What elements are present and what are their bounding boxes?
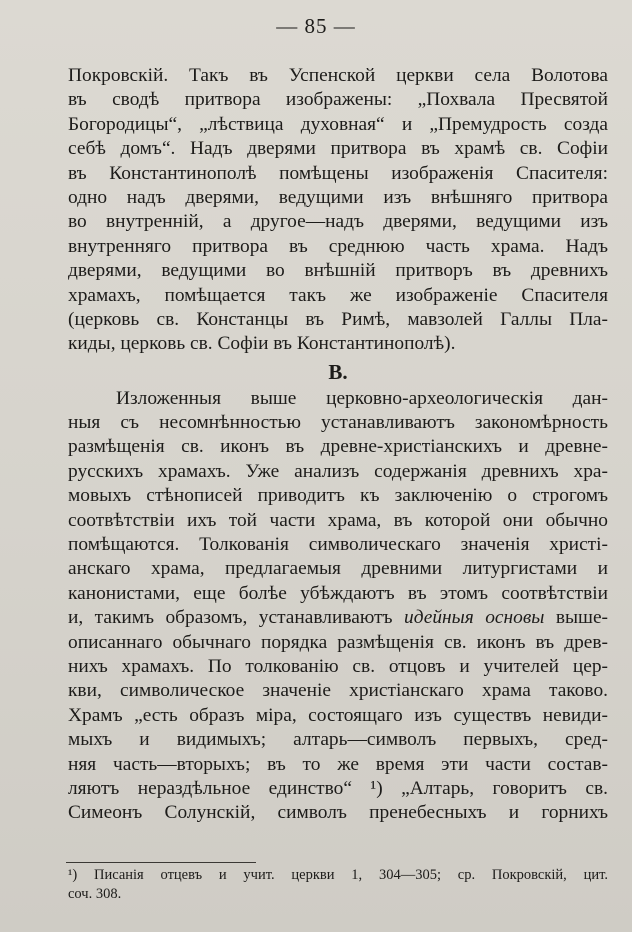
- text-segment: выше-: [544, 607, 609, 629]
- text-line: нихъ храмахъ. По толкованію св. отцовъ и учителей цер-: [68, 655, 608, 677]
- text-line: Симеонъ Солунскій, символъ пренебесныхъ и горнихъ: [68, 802, 608, 824]
- text-segment: и, такимъ образомъ, устанавливаютъ: [68, 607, 404, 629]
- text-line: ляютъ нераздѣльное единство“ ¹) „Алтарь, говоритъ св.: [68, 777, 608, 799]
- text-line: Изложенныя выше церковно-археологическія дан-: [116, 387, 608, 409]
- text-line: описаннаго обычнаго порядка размѣщенія св. иконъ въ древ-: [68, 631, 608, 653]
- text-line: кви, символическое значеніе христіанскаго храма таково.: [68, 680, 608, 702]
- footnote: [68, 866, 608, 904]
- page-number: — 85 —: [276, 14, 356, 38]
- text-line: храмахъ, помѣщается такъ же изображеніе Спасителя: [68, 284, 608, 306]
- text-line: себѣ домъ“. Надъ дверями притвора въ храмѣ св. Софіи: [68, 138, 608, 160]
- body-text: [68, 64, 608, 826]
- text-line: мовыхъ стѣнописей приводитъ къ заключенію о строгомъ: [68, 485, 608, 507]
- text-line: размѣщенія св. иконъ въ древне-христіанскихъ и древне-: [68, 436, 608, 458]
- text-line: внутренняго притвора въ среднюю часть храма. Надъ: [68, 235, 608, 257]
- emphasized-phrase: идейныя основы: [404, 607, 545, 629]
- text-line: (церковь св. Констанцы въ Римѣ, мавзолей Галлы Пла-: [68, 308, 608, 330]
- paragraph-2: [68, 387, 608, 826]
- text-line: Покровскій. Такъ въ Успенской церкви села Волотова: [68, 65, 608, 86]
- text-line: одно надъ дверями, ведущими изъ внѣшняго притвора: [68, 186, 608, 208]
- text-line: во внутренній, а другое—надъ дверями, ведущими изъ: [68, 211, 608, 233]
- text-line: Храмъ „есть образъ міра, состоящаго изъ существъ невиди-: [68, 704, 608, 726]
- text-line: помѣщаются. Толкованія символическаго значенія христі-: [68, 534, 608, 556]
- footnote-line: соч. 308.: [68, 886, 122, 902]
- text-line: въ Константинополѣ помѣщены изображенія Спасителя:: [68, 162, 608, 184]
- text-line: киды, церковь св. Софіи въ Константинополѣ).: [68, 333, 456, 355]
- paragraph-1: [68, 64, 608, 357]
- text-line: ныя съ несомнѣнностью устанавливаютъ закономѣрность: [68, 412, 608, 434]
- text-line: русскихъ храмахъ. Уже анализъ содержанія древнихъ хра-: [68, 460, 608, 482]
- footnote-line: ¹) Писанія отцевъ и учит. церкви 1, 304—305; ср. Покровскій, цит.: [68, 867, 608, 883]
- text-line-with-emphasis: [68, 606, 608, 630]
- text-line: въ сводѣ притвора изображены: „Похвала Пресвятой: [68, 89, 608, 111]
- text-line: анскаго храма, предлагаемыя древними литургистами и: [68, 558, 608, 580]
- text-line: мыхъ и видимыхъ; алтарь—символъ первыхъ, сред-: [68, 729, 608, 751]
- text-line: дверями, ведущими во внѣшній притворъ въ древнихъ: [68, 260, 608, 282]
- section-heading: В.: [328, 359, 348, 384]
- text-line: канонистами, еще болѣе убѣждаютъ въ этомъ соотвѣтствіи: [68, 582, 608, 604]
- footnote-divider: [66, 862, 256, 863]
- text-line: соотвѣтствіи ихъ той части храма, въ которой они обычно: [68, 509, 608, 531]
- text-line: Богородицы“, „лѣствица духовная“ и „Премудрость созда: [68, 113, 608, 135]
- text-line: няя часть—вторыхъ; въ то же время эти части состав-: [68, 753, 608, 775]
